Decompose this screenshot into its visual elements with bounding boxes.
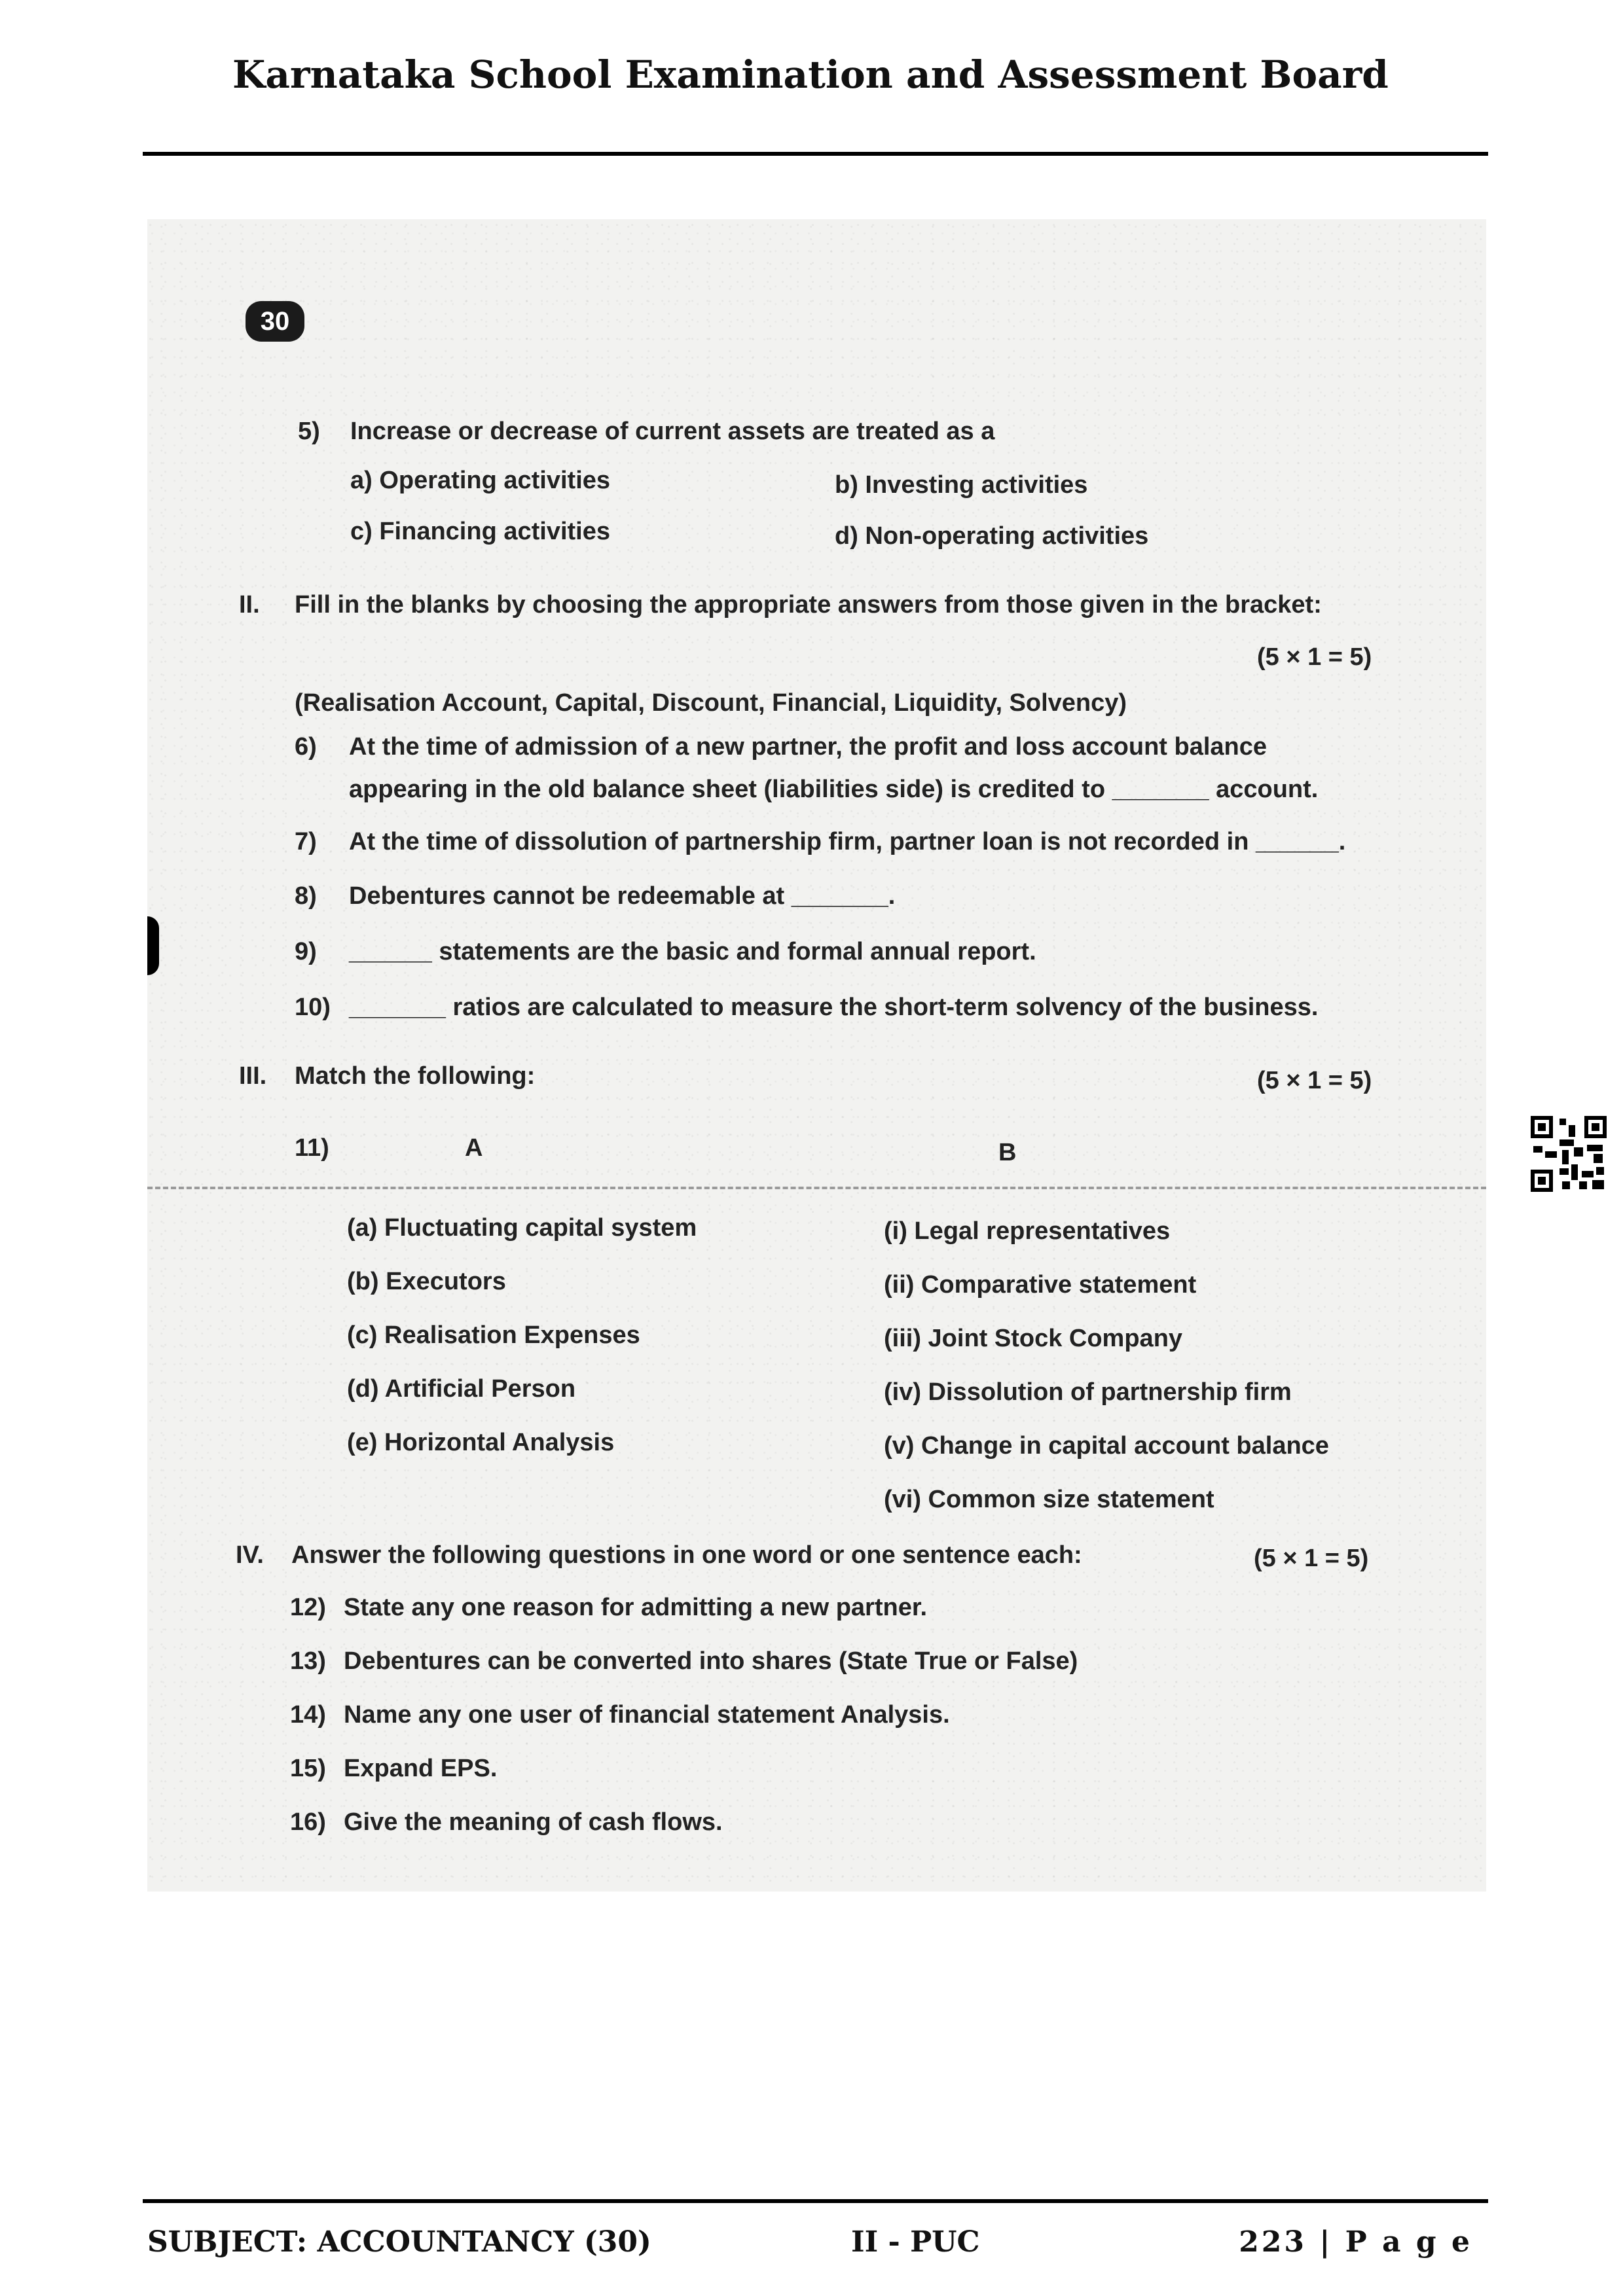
question-number: 13) xyxy=(290,1647,326,1675)
question-text: State any one reason for admitting a new partner. xyxy=(344,1594,928,1621)
question-number: 16) xyxy=(290,1808,326,1836)
q6-text-line1: At the time of admission of a new partner, the profit and loss account balance xyxy=(349,733,1267,761)
fold-line xyxy=(147,1187,1486,1189)
q7-number: 7) xyxy=(295,828,317,855)
board-title: Karnataka School Examination and Assessment Board xyxy=(232,52,1389,97)
section2-bracket-options: (Realisation Account, Capital, Discount, Financial, Liquidity, Solvency) xyxy=(295,689,1127,717)
page-badge: 30 xyxy=(246,301,304,342)
match-b-item: (i) Legal representatives xyxy=(884,1217,1171,1245)
footer-subject: SUBJECT: ACCOUNTANCY (30) xyxy=(147,2225,651,2259)
match-a-item: (d) Artificial Person xyxy=(347,1375,576,1403)
q5-option-a: a) Operating activities xyxy=(350,467,611,494)
q5-number: 5) xyxy=(298,418,320,445)
section2-marks: (5 × 1 = 5) xyxy=(1257,643,1372,671)
match-a-item: (b) Executors xyxy=(347,1268,506,1295)
scanned-question-page xyxy=(147,219,1486,1892)
footer-page-number: 223 | P a g e xyxy=(1239,2225,1472,2259)
q5-text: Increase or decrease of current assets are treated as a xyxy=(350,418,995,445)
section2-number: II. xyxy=(239,591,260,619)
column-a-heading: A xyxy=(465,1134,483,1162)
q7-text: At the time of dissolution of partnership firm, partner loan is not recorded in ______. xyxy=(349,828,1346,855)
match-b-item: (ii) Comparative statement xyxy=(884,1271,1197,1299)
section4-title: Answer the following questions in one word or one sentence each: xyxy=(291,1541,1082,1569)
question-text: Give the meaning of cash flows. xyxy=(344,1808,723,1836)
question-text: Expand EPS. xyxy=(344,1755,498,1782)
match-b-item: (v) Change in capital account balance xyxy=(884,1432,1329,1460)
match-b-item: (iv) Dissolution of partnership firm xyxy=(884,1378,1292,1406)
match-a-item: (e) Horizontal Analysis xyxy=(347,1429,615,1456)
footer-rule xyxy=(143,2199,1488,2203)
question-text: Debentures can be converted into shares (State True or False) xyxy=(344,1647,1078,1675)
q10-text: _______ ratios are calculated to measure the short-term solvency of the business. xyxy=(349,994,1319,1021)
q10-number: 10) xyxy=(295,994,331,1021)
question-text: Name any one user of financial statement Analysis. xyxy=(344,1701,950,1729)
question-number: 14) xyxy=(290,1701,326,1729)
q5-option-b: b) Investing activities xyxy=(835,471,1088,499)
header-rule xyxy=(143,152,1488,156)
q6-text-line2: appearing in the old balance sheet (liabilities side) is credited to _______ account. xyxy=(349,776,1319,803)
q5-option-d: d) Non-operating activities xyxy=(835,522,1149,550)
q8-number: 8) xyxy=(295,882,317,910)
match-b-item: (iii) Joint Stock Company xyxy=(884,1325,1183,1352)
q9-number: 9) xyxy=(295,938,317,965)
section3-marks: (5 × 1 = 5) xyxy=(1257,1067,1372,1094)
qr-code-icon xyxy=(1531,1116,1607,1192)
match-a-item: (a) Fluctuating capital system xyxy=(347,1214,697,1242)
question-number: 15) xyxy=(290,1755,326,1782)
q8-text: Debentures cannot be redeemable at _______. xyxy=(349,882,896,910)
section3-number: III. xyxy=(239,1062,267,1090)
section2-title: Fill in the blanks by choosing the appropriate answers from those given in the bracket: xyxy=(295,591,1322,619)
q6-number: 6) xyxy=(295,733,317,761)
match-b-item: (vi) Common size statement xyxy=(884,1486,1214,1513)
footer-class: II - PUC xyxy=(851,2225,980,2259)
q11-number: 11) xyxy=(295,1134,329,1162)
section4-marks: (5 × 1 = 5) xyxy=(1254,1545,1369,1572)
match-a-item: (c) Realisation Expenses xyxy=(347,1321,640,1349)
question-number: 12) xyxy=(290,1594,326,1621)
q5-option-c: c) Financing activities xyxy=(350,518,610,545)
column-b-heading: B xyxy=(998,1139,1017,1166)
section3-title: Match the following: xyxy=(295,1062,536,1090)
q9-text: ______ statements are the basic and formal annual report. xyxy=(349,938,1036,965)
scan-edge-mark xyxy=(147,916,159,975)
section4-number: IV. xyxy=(236,1541,264,1569)
